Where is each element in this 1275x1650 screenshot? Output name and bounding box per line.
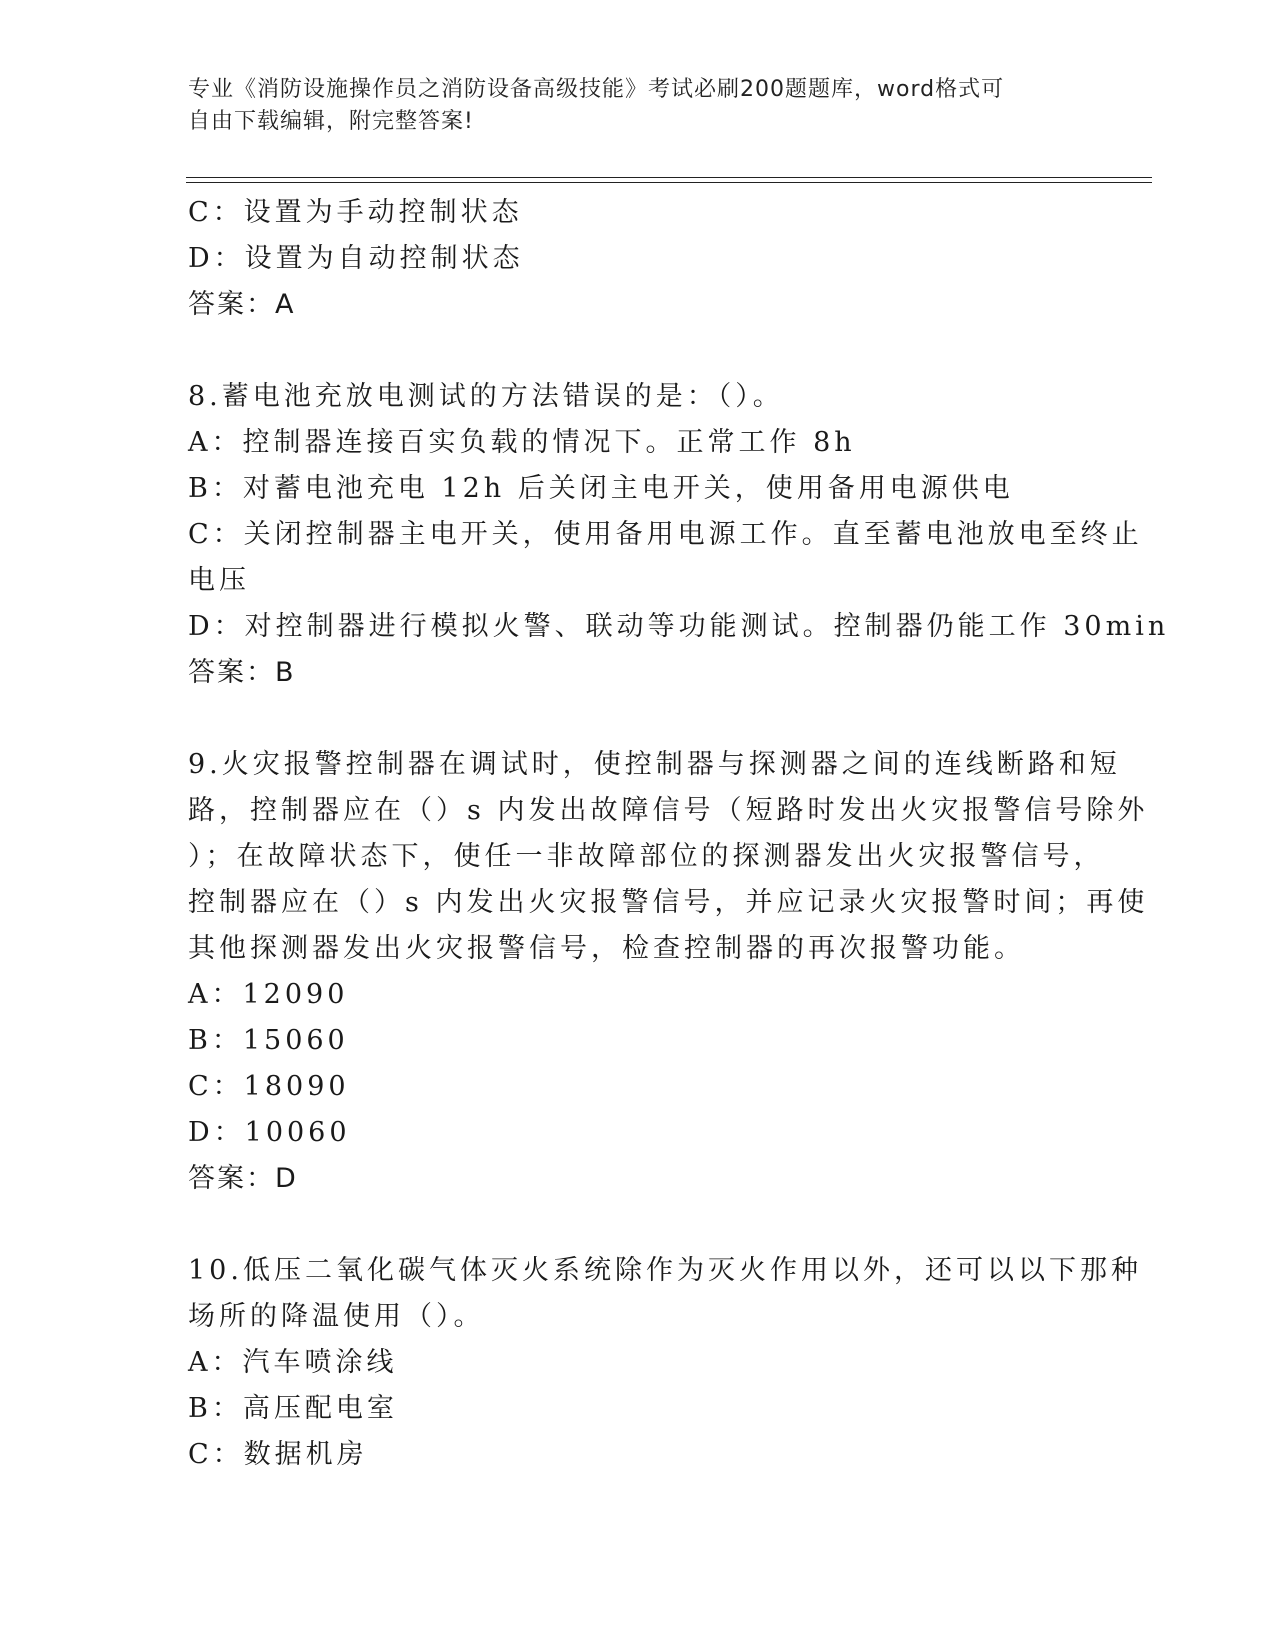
q9-question-line-1: 9.火灾报警控制器在调试时，使控制器与探测器之间的连线断路和短 xyxy=(188,749,1121,780)
q9-option-d: D：10060 xyxy=(188,1117,351,1148)
q10-question-line-1: 10.低压二氧化碳气体灭火系统除作为灭火作用以外，还可以以下那种 xyxy=(188,1255,1142,1286)
q8-option-c-line-1: C：关闭控制器主电开关，使用备用电源工作。直至蓄电池放电至终止 xyxy=(188,519,1143,550)
q9-question-line-5: 其他探测器发出火灾报警信号，检查控制器的再次报警功能。 xyxy=(188,933,1025,964)
q10-option-c: C：数据机房 xyxy=(188,1439,368,1470)
question-9-block xyxy=(188,742,1149,1202)
header-line-2: 自由下载编辑，附完整答案! xyxy=(188,109,474,134)
question-7-block xyxy=(188,190,1088,328)
question-10-block xyxy=(188,1248,1142,1478)
q9-question-line-2: 路，控制器应在（）s 内发出故障信号（短路时发出火灾报警信号除外 xyxy=(188,795,1149,826)
q10-option-a: A：汽车喷涂线 xyxy=(188,1347,398,1378)
q9-question-line-4: 控制器应在（）s 内发出火灾报警信号，并应记录火灾报警时间；再使 xyxy=(188,887,1149,918)
q8-option-b: B：对蓄电池充电 12h 后关闭主电开关，使用备用电源供电 xyxy=(188,473,1014,504)
q9-option-c: C：18090 xyxy=(188,1071,350,1102)
q8-option-d: D：对控制器进行模拟火警、联动等功能测试。控制器仍能工作 30min xyxy=(188,611,1170,642)
q8-option-c-line-2: 电压 xyxy=(188,565,250,596)
header-rule-bottom xyxy=(186,182,1152,183)
q8-answer: 答案：B xyxy=(188,657,296,688)
q9-option-b: B：15060 xyxy=(188,1025,349,1056)
q9-answer: 答案：D xyxy=(188,1163,298,1194)
spacer xyxy=(188,1202,1088,1248)
header-line-1: 专业《消防设施操作员之消防设备高级技能》考试必刷200题题库，word格式可 xyxy=(188,77,1005,102)
q10-option-b: B：高压配电室 xyxy=(188,1393,398,1424)
q9-question-line-3: ）；在故障状态下，使任一非故障部位的探测器发出火灾报警信号， xyxy=(188,841,1105,872)
q10-question-line-2: 场所的降温使用（）。 xyxy=(188,1301,485,1332)
q7-answer: 答案：A xyxy=(188,289,296,320)
document-body xyxy=(188,190,1170,1478)
spacer xyxy=(188,696,1088,742)
question-8-block xyxy=(188,374,1170,696)
q7-option-c: C：设置为手动控制状态 xyxy=(188,197,523,228)
q8-option-a: A：控制器连接百实负载的情况下。正常工作 8h xyxy=(188,427,856,458)
q8-question: 8.蓄电池充放电测试的方法错误的是：（）。 xyxy=(188,381,784,412)
header-rule-top xyxy=(186,177,1152,178)
spacer xyxy=(188,328,1088,374)
page-header xyxy=(188,74,1068,138)
q7-option-d: D：设置为自动控制状态 xyxy=(188,243,524,274)
q9-option-a: A：12090 xyxy=(188,979,349,1010)
